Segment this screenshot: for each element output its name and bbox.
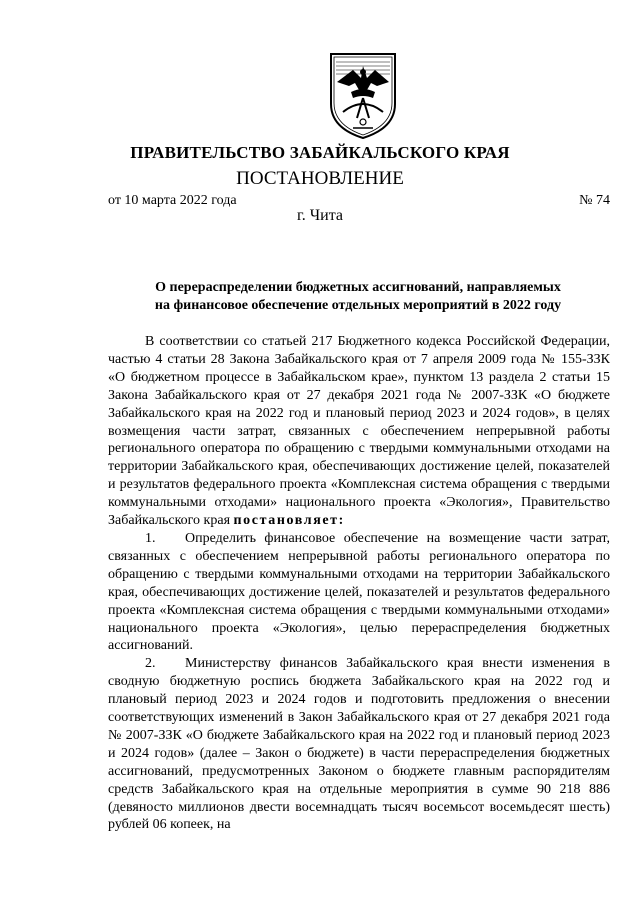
document-body xyxy=(108,333,610,834)
document-subject xyxy=(108,279,608,315)
subject-line-2: на финансовое обеспечение отдельных мероприятий в 2022 году xyxy=(154,298,562,313)
coat-of-arms-icon xyxy=(327,52,399,140)
document-number: № 74 xyxy=(579,193,610,208)
document-type: ПОСТАНОВЛЕНИЕ xyxy=(236,168,404,189)
item-2-number: 2. xyxy=(145,656,156,672)
document-city: г. Чита xyxy=(296,207,343,224)
document-date: от 10 марта 2022 года xyxy=(108,193,237,208)
item-1-number: 1. xyxy=(145,530,156,546)
government-title: ПРАВИТЕЛЬСТВО ЗАБАЙКАЛЬСКОГО КРАЯ xyxy=(130,143,510,162)
item-1-paragraph xyxy=(108,530,610,655)
item-1-text: Определить финансовое обеспечение на возмещение части затрат, связанных с обеспечением непрерывной работы регионального оператора по обращению с твердыми коммунальными отходами на территории Забайкальского края, обеспечивающих достижение целей, показателей и результатов федерального проекта «Комплексная система обращения с твердыми коммунальными отходами» национального проекта «Экология», целью перераспределения бюджетных ассигнований. xyxy=(108,530,610,654)
item-2-paragraph xyxy=(108,655,610,834)
subject-line-1: О перераспределении бюджетных ассигнований, направляемых xyxy=(155,280,561,295)
item-2-text: Министерству финансов Забайкальского края внести изменения в сводную бюджетную роспись бюджета Забайкальского края на 2022 год и плановый период 2023 и 2024 годов и подготовить предложения о внесении соответствующих изменений в Закон Забайкальского края от 27 декабря 2021 года № 2007-ЗЗК «О бюджете Забайкальского края на 2022 год и плановый период 2023 и 2024 годов» (далее – Закон о бюджете) в части перераспределения бюджетных ассигнований, предусмотренных Законом о бюджете главным распорядителям средств Забайкальского края на отдельные мероприятия в сумме 90 218 886 (девяносто миллионов двести восемнадцать тысяч восемьсот восемьдесят шесть) рублей 06 копеек, на xyxy=(108,656,610,833)
resolves-colon: : xyxy=(338,513,345,529)
preamble-paragraph xyxy=(108,333,610,530)
preamble-text: В соответствии со статьей 217 Бюджетного кодекса Российской Федерации, частью 4 статьи 28 Закона Забайкальского края от 7 апреля 2009 года № 155-ЗЗК «О бюджетном процессе в Забайкальском крае», пунктом 13 раздела 2 статьи 15 Закона Забайкальского края от 27 декабря 2021 года № 2007-ЗЗК «О бюджете Забайкальского края на 2022 год и плановый период 2023 и 2024 годов», в целях возмещения части затрат, связанных с обеспечением непрерывной работы регионального оператора по обращению с твердыми коммунальными отходами на территории Забайкальского края, обеспечивающих достижение целей, показателей и результатов федерального проекта «Комплексная система обращения с твердыми коммунальными отходами» национального проекта «Экология», Правительство Забайкальского края xyxy=(108,334,610,529)
resolves-word: постановляет xyxy=(233,513,339,529)
